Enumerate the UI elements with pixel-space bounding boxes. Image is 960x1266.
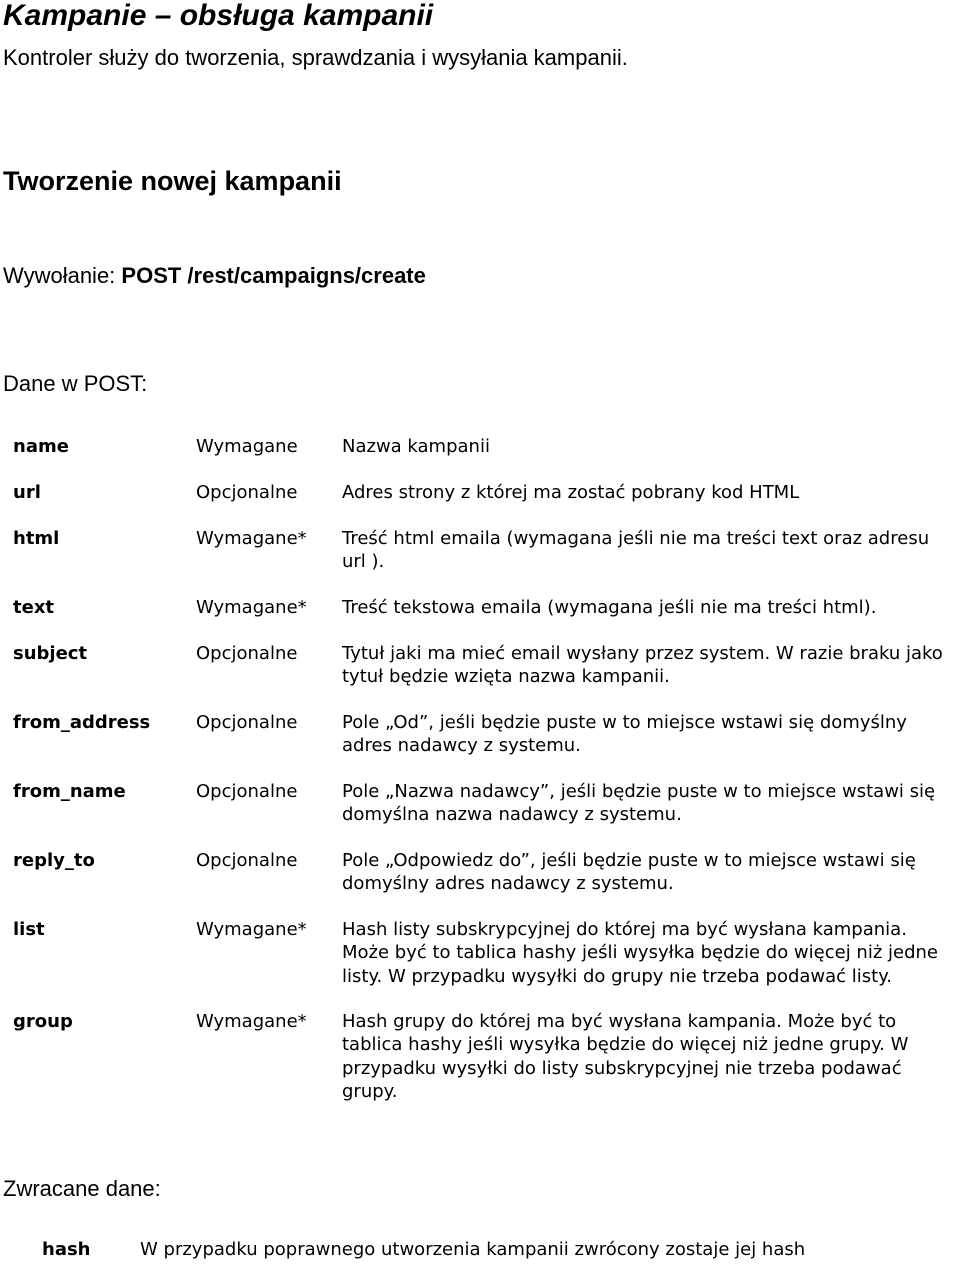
returned-data-heading: Zwracane dane:: [3, 1176, 161, 1201]
param-name: from_address: [13, 712, 151, 733]
param-requirement: Wymagane: [196, 436, 298, 457]
param-row: [0, 849, 960, 918]
returned-row: [0, 1238, 960, 1261]
param-requirement: Wymagane*: [196, 919, 307, 940]
param-row: [0, 527, 960, 596]
param-description: Tytuł jaki ma mieć email wysłany przez system. W razie braku jako tytuł będzie wzięta nazwa kampanii.: [342, 643, 943, 688]
param-description: Treść tekstowa emaila (wymagana jeśli nie ma treści html).: [342, 597, 877, 618]
param-requirement: Opcjonalne: [196, 781, 298, 802]
param-row: [0, 918, 960, 1010]
call-endpoint: POST /rest/campaigns/create: [121, 263, 426, 288]
param-description: Pole „Nazwa nadawcy”, jeśli będzie puste w to miejsce wstawi się domyślna nazwa nadawcy z systemu.: [342, 781, 936, 826]
param-description: Treść html emaila (wymagana jeśli nie ma treści text oraz adresu url ).: [342, 528, 930, 573]
call-label: Wywołanie:: [3, 263, 122, 288]
post-params-table: [0, 435, 960, 1102]
param-row: [0, 481, 960, 527]
param-name: url: [13, 482, 41, 503]
param-requirement: Wymagane*: [196, 1011, 307, 1032]
param-description: Pole „Odpowiedz do”, jeśli będzie puste w to miejsce wstawi się domyślny adres nadawcy z systemu.: [342, 850, 916, 895]
param-requirement: Opcjonalne: [196, 850, 298, 871]
param-name: subject: [13, 643, 88, 664]
returned-description: W przypadku poprawnego utworzenia kampanii zwrócony zostaje jej hash: [140, 1239, 806, 1260]
param-name: from_name: [13, 781, 126, 802]
param-requirement: Opcjonalne: [196, 712, 298, 733]
param-row: [0, 435, 960, 481]
param-requirement: Opcjonalne: [196, 643, 298, 664]
param-row: [0, 780, 960, 849]
param-requirement: Wymagane*: [196, 597, 307, 618]
param-row: [0, 596, 960, 642]
post-data-heading: Dane w POST:: [3, 371, 148, 396]
intro-text: Kontroler służy do tworzenia, sprawdzania i wysyłania kampanii.: [3, 45, 628, 70]
param-description: Hash grupy do której ma być wysłana kampania. Może być to tablica hashy jeśli wysyłka będzie do więcej niż jedne grupy. W przypadku wysyłki do listy subskrypcyjnej nie trzeba podawać grupy.: [342, 1011, 909, 1102]
param-name: list: [13, 919, 45, 940]
param-name: reply_to: [13, 850, 95, 871]
call-line: [3, 262, 426, 290]
page-title: Kampanie – obsługa kampanii: [3, 0, 434, 32]
param-name: text: [13, 597, 55, 618]
param-requirement: Wymagane*: [196, 528, 307, 549]
param-row: [0, 711, 960, 780]
section-title: Tworzenie nowej kampanii: [3, 166, 342, 196]
param-requirement: Opcjonalne: [196, 482, 298, 503]
returned-name: hash: [42, 1239, 91, 1260]
param-description: Hash listy subskrypcyjnej do której ma być wysłana kampania. Może być to tablica hashy jeśli wysyłka będzie do więcej niż jedne listy. W przypadku wysyłki do grupy nie trzeba podawać listy.: [342, 919, 938, 987]
param-row: [0, 1010, 960, 1102]
param-description: Pole „Od”, jeśli będzie puste w to miejsce wstawi się domyślny adres nadawcy z systemu.: [342, 712, 907, 757]
param-row: [0, 642, 960, 711]
param-description: Nazwa kampanii: [342, 436, 490, 457]
param-name: name: [13, 436, 69, 457]
param-description: Adres strony z której ma zostać pobrany kod HTML: [342, 482, 800, 503]
param-name: html: [13, 528, 60, 549]
param-name: group: [13, 1011, 73, 1032]
